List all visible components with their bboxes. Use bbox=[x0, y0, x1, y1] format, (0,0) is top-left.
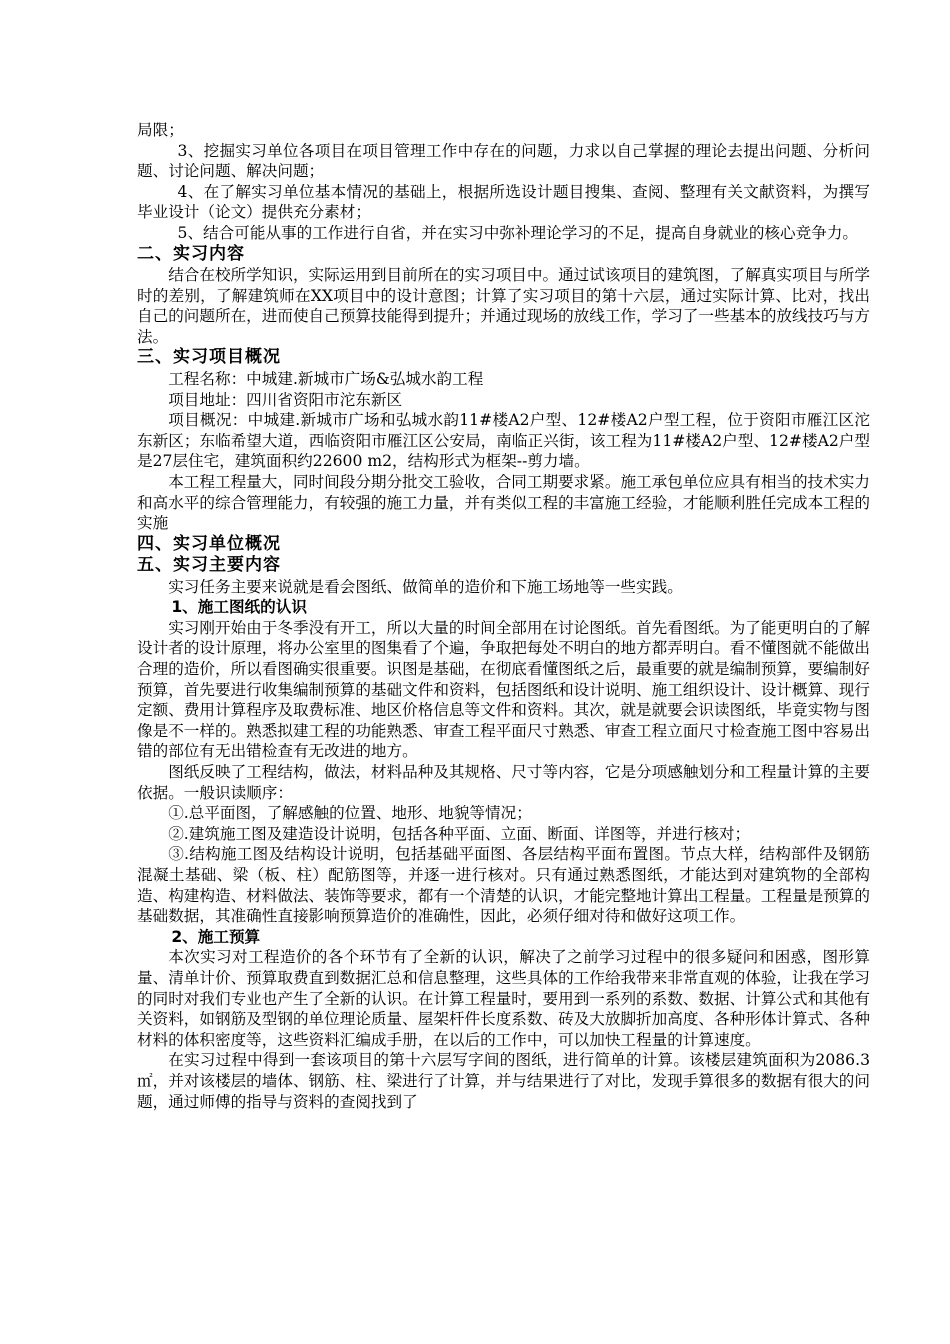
subheading-drawings: 1、施工图纸的认识 bbox=[171, 598, 307, 617]
document-page bbox=[137, 120, 870, 1112]
reading-order-2: ②.建筑施工图及建造设计说明，包括各种平面、立面、断面、详图等，并进行核对； bbox=[168, 824, 751, 843]
heading-main-content: 五、实习主要内容 bbox=[137, 555, 281, 576]
paragraph-reflect: 图纸反映了工程结构，做法，材料品种及其规格、尺寸等内容，它是分项感触划分和工程量计算的主要依据。一般识读顺序： bbox=[137, 763, 870, 802]
paragraph-continued: 局限； bbox=[137, 121, 184, 139]
project-name: 工程名称：中城建.新城市广场&弘城水韵工程 bbox=[168, 369, 484, 388]
heading-project-overview: 三、实习项目概况 bbox=[137, 347, 281, 368]
subheading-budget: 2、施工预算 bbox=[171, 927, 261, 946]
heading-unit-overview: 四、实习单位概况 bbox=[137, 533, 281, 554]
paragraph-internship-content: 结合在校所学知识，实际运用到目前所在的实习项目中。通过试该项目的建筑图，了解真实项目与所学时的差别，了解建筑师在XX项目中的设计意图；计算了实习项目的第十六层，通过实际计算、比对，找出自己的问题所在，进而使自己预算技能得到提升；并通过现场的放线工作，学习了一些基本的放线技巧与方法。 bbox=[137, 266, 870, 346]
goal-item-4: 4、在了解实习单位基本情况的基础上，根据所选设计题目搜集、查阅、整理有关文献资料，为撰写毕业设计（论文）提供充分素材； bbox=[137, 182, 870, 222]
paragraph-budget-2: 在实习过程中得到一套该项目的第十六层写字间的图纸，进行简单的计算。该楼层建筑面积为2086.3㎡，并对该楼层的墙体、钢筋、柱、梁进行了计算，并与结果进行了对比，发现手算很多的数据有很大的问题，通过师傅的指导与资料的查阅找到了 bbox=[137, 1051, 870, 1111]
reading-order-3: ③.结构施工图及结构设计说明，包括基础平面图、各层结构平面布置图。节点大样，结构部件及钢筋混凝土基础、梁（板、柱）配筋图等，并逐一进行核对。只有通过熟悉图纸，才能达到对建筑物的全部构造、构建构造、材料做法、装饰等要求，都有一个清楚的认识，才能完整地计算出工程量。工程量是预算的基础数据，其准确性直接影响预算造价的准确性，因此，必须仔细对待和做好这项工作。 bbox=[137, 845, 870, 926]
reading-order-1: ①.总平面图，了解感触的位置、地形、地貌等情况； bbox=[168, 804, 532, 823]
project-summary: 项目概况：中城建.新城市广场和弘城水韵11#楼A2户型、12#楼A2户型工程，位于资阳市雁江区沱东新区；东临希望大道，西临资阳市雁江区公安局，南临正兴街，该工程为11#楼A2户型、12#楼A2户型是27层住宅，建筑面积约22600 m2，结构形式为框架--剪力墙。 bbox=[137, 411, 870, 471]
goal-item-3: 3、挖掘实习单位各项目在项目管理工作中存在的问题，力求以自己掌握的理论去提出问题、分析问题、讨论问题、解决问题； bbox=[137, 141, 870, 181]
project-address: 项目地址：四川省资阳市沱东新区 bbox=[168, 390, 403, 409]
paragraph-task: 实习任务主要来说就是看会图纸、做简单的造价和下施工场地等一些实践。 bbox=[168, 577, 683, 596]
paragraph-drawings: 实习刚开始由于冬季没有开工，所以大量的时间全部用在讨论图纸。首先看图纸。为了能更明白的了解设计者的设计原理，将办公室里的图集看了个遍，争取把每处不明白的地方都弄明白。看不懂图就不能做出合理的造价，所以看图确实很重要。识图是基础，在彻底看懂图纸之后，最重要的就是编制预算，要编制好预算，首先要进行收集编制预算的基础文件和资料，包括图纸和设计说明、施工组织设计、设计概算、现行定额、费用计算程序及取费标准、地区价格信息等文件和资料。其次，就是就要会识读图纸，毕竟实物与图像是不一样的。熟悉拟建工程的功能熟悉、审查工程平面尺寸熟悉、审查工程立面尺寸检查施工图中容易出错的部位有无出错检查有无改进的地方。 bbox=[137, 618, 870, 761]
project-scale: 本工程工程量大，同时间段分期分批交工验收，合同工期要求紧。施工承包单位应具有相当的技术实力和高水平的综合管理能力，有较强的施工力量，并有类似工程的丰富施工经验，才能顺利胜任完成本工程的实施 bbox=[137, 472, 870, 533]
paragraph-budget-1: 本次实习对工程造价的各个环节有了全新的认识，解决了之前学习过程中的很多疑问和困惑，图形算量、清单计价、预算取费直到数据汇总和信息整理，这些具体的工作给我带来非常直观的体验，让我在学习的同时对我们专业也产生了全新的认识。在计算工程量时，要用到一系列的系数、数据、计算公式和其他有关资料，如钢筋及型钢的单位理论质量、屋架杆件长度系数、砖及大放脚折加高度、各种形体计算式、各种材料的体积密度等，这些资料汇编成手册，在以后的工作中，可以加快工程量的计算速度。 bbox=[137, 948, 870, 1049]
heading-internship-content: 二、实习内容 bbox=[137, 243, 245, 264]
goal-item-5: 5、结合可能从事的工作进行自省，并在实习中弥补理论学习的不足，提高自身就业的核心竞争力。 bbox=[177, 223, 858, 242]
